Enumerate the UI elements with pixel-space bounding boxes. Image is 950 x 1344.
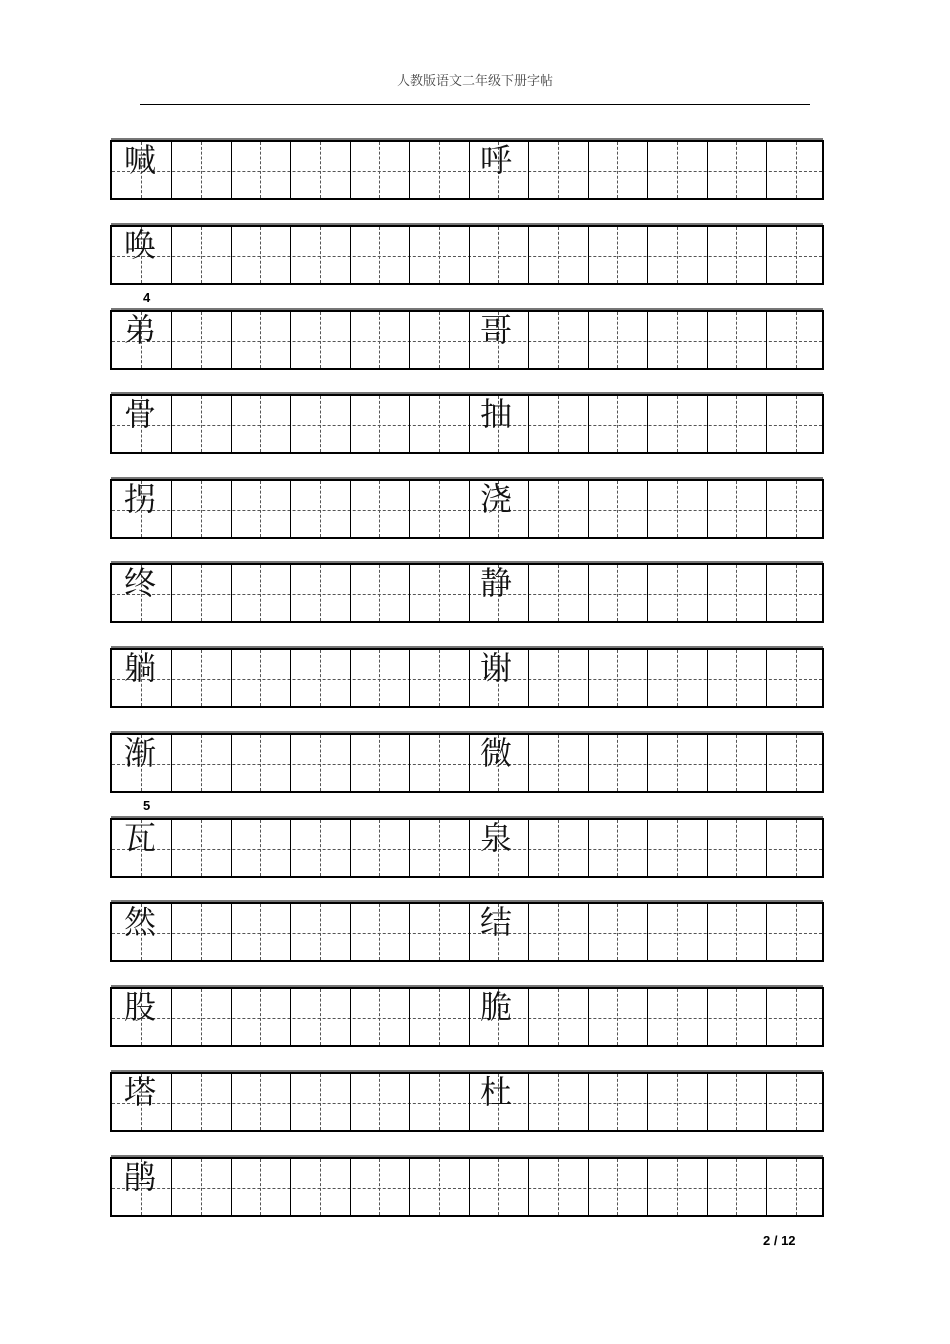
tian-grid-cell [350, 820, 410, 876]
tian-grid-cell [588, 820, 648, 876]
tian-grid-cell [588, 735, 648, 791]
tian-grid-cell [231, 1159, 291, 1215]
tian-grid-cell [588, 142, 648, 198]
tian-grid-cell [291, 1159, 351, 1215]
tian-grid-cell [410, 142, 470, 198]
tian-grid-cell [410, 820, 470, 876]
model-character-right: 抽 [480, 395, 513, 433]
tian-grid-cell [648, 312, 708, 368]
model-character-right: 静 [480, 564, 513, 602]
tian-grid-cell [291, 227, 351, 283]
tian-grid-cell [291, 142, 351, 198]
tian-grid-cell [767, 1159, 827, 1215]
tian-grid-cell [707, 565, 767, 621]
tian-grid-cell [648, 1074, 708, 1130]
lesson-number: 5 [143, 798, 151, 813]
tian-grid-cell [469, 227, 529, 283]
tian-grid-cell [172, 565, 232, 621]
tian-grid-cell [350, 565, 410, 621]
model-character-left: 唤 [124, 226, 157, 264]
tian-grid-cell [172, 142, 232, 198]
grid-row [110, 310, 824, 370]
lesson-number: 4 [143, 290, 151, 305]
tian-grid-cell [767, 904, 827, 960]
tian-grid-cell [529, 142, 589, 198]
tian-grid-cell [529, 396, 589, 452]
tian-grid-cell [231, 565, 291, 621]
grid-row [110, 818, 824, 878]
tian-grid-cell [648, 396, 708, 452]
tian-grid-cell [291, 904, 351, 960]
tian-grid-cell [291, 565, 351, 621]
tian-grid-cell [172, 820, 232, 876]
tian-grid-cell [529, 312, 589, 368]
tian-grid-cell [350, 904, 410, 960]
model-character-right: 呼 [480, 141, 513, 179]
model-character-left: 然 [124, 903, 157, 941]
model-character-left: 拐 [124, 480, 157, 518]
tian-grid-cell [410, 1159, 470, 1215]
grid-row [110, 563, 824, 623]
tian-grid-cell [648, 1159, 708, 1215]
header-rule [140, 104, 810, 105]
tian-grid-cell [172, 227, 232, 283]
model-character-left: 躺 [124, 649, 157, 687]
tian-grid-cell [767, 565, 827, 621]
model-character-left: 股 [124, 988, 157, 1026]
tian-grid-cell [767, 481, 827, 537]
tian-grid-cell [529, 820, 589, 876]
tian-grid-cell [469, 1159, 529, 1215]
model-character-left: 瓦 [124, 819, 157, 857]
grid-row [110, 479, 824, 539]
tian-grid-cell [648, 565, 708, 621]
tian-grid-cell [648, 481, 708, 537]
tian-grid-cell [350, 650, 410, 706]
tian-grid-cell [767, 142, 827, 198]
tian-grid-cell [707, 650, 767, 706]
tian-grid-cell [172, 650, 232, 706]
tian-grid-cell [529, 1159, 589, 1215]
model-character-left: 喊 [124, 141, 157, 179]
tian-grid-cell [291, 1074, 351, 1130]
tian-grid-cell [350, 735, 410, 791]
tian-grid-cell [291, 735, 351, 791]
tian-grid-cell [707, 142, 767, 198]
tian-grid-cell [231, 481, 291, 537]
tian-grid-cell [588, 650, 648, 706]
tian-grid-cell [707, 735, 767, 791]
tian-grid-cell [648, 735, 708, 791]
tian-grid-cell [648, 904, 708, 960]
tian-grid-cell [231, 396, 291, 452]
tian-grid-cell [172, 312, 232, 368]
grid-row [110, 648, 824, 708]
tian-grid-cell [350, 227, 410, 283]
tian-grid-cell [529, 650, 589, 706]
model-character-right: 微 [480, 734, 513, 772]
tian-grid-cell [350, 1074, 410, 1130]
document-header: 人教版语文二年级下册字帖 [396, 74, 553, 89]
tian-grid-cell [410, 989, 470, 1045]
page-number: 2 / 12 [763, 1233, 796, 1248]
model-character-left: 弟 [124, 311, 157, 349]
tian-grid-cell [707, 312, 767, 368]
tian-grid-cell [588, 312, 648, 368]
tian-grid-cell [231, 142, 291, 198]
tian-grid-cell [350, 1159, 410, 1215]
tian-grid-cell [291, 650, 351, 706]
tian-grid-cell [172, 1159, 232, 1215]
tian-grid-cell [588, 481, 648, 537]
tian-grid-cell [231, 989, 291, 1045]
model-character-right: 结 [480, 903, 513, 941]
tian-grid-cell [767, 312, 827, 368]
tian-grid-cell [588, 1074, 648, 1130]
tian-grid-cell [767, 989, 827, 1045]
tian-grid-cell [410, 904, 470, 960]
tian-grid-cell [767, 1074, 827, 1130]
model-character-right: 杜 [480, 1073, 513, 1111]
tian-grid-cell [410, 312, 470, 368]
tian-grid-cell [707, 820, 767, 876]
grid-row [110, 394, 824, 454]
tian-grid-cell [588, 565, 648, 621]
tian-grid-cell [291, 396, 351, 452]
tian-grid-cell [707, 481, 767, 537]
tian-grid-cell [231, 904, 291, 960]
model-character-right: 泉 [480, 819, 513, 857]
tian-grid-cell [529, 904, 589, 960]
tian-grid-cell [767, 820, 827, 876]
tian-grid-cell [529, 1074, 589, 1130]
tian-grid-cell [410, 735, 470, 791]
tian-grid-cell [588, 989, 648, 1045]
tian-grid-cell [231, 820, 291, 876]
tian-grid-cell [648, 227, 708, 283]
tian-grid-cell [648, 142, 708, 198]
tian-grid-cell [767, 650, 827, 706]
grid-row [110, 902, 824, 962]
tian-grid-cell [410, 1074, 470, 1130]
tian-grid-cell [588, 227, 648, 283]
tian-grid-cell [350, 396, 410, 452]
tian-grid-cell [529, 735, 589, 791]
tian-grid-cell [410, 650, 470, 706]
grid-row [110, 987, 824, 1047]
grid-row [110, 1157, 824, 1217]
grid-row [110, 733, 824, 793]
tian-grid-cell [350, 481, 410, 537]
tian-grid-cell [529, 481, 589, 537]
tian-grid-cell [291, 820, 351, 876]
model-character-left: 终 [124, 564, 157, 602]
model-character-right: 浇 [480, 480, 513, 518]
tian-grid-cell [350, 989, 410, 1045]
tian-grid-cell [529, 989, 589, 1045]
model-character-right: 谢 [480, 649, 513, 687]
tian-grid-cell [529, 565, 589, 621]
tian-grid-cell [410, 396, 470, 452]
tian-grid-cell [410, 481, 470, 537]
tian-grid-cell [648, 989, 708, 1045]
tian-grid-cell [648, 650, 708, 706]
model-character-left: 塔 [124, 1073, 157, 1111]
model-character-left: 鹃 [124, 1158, 157, 1196]
model-character-right: 脆 [480, 988, 513, 1026]
tian-grid-cell [588, 904, 648, 960]
tian-grid-cell [707, 1074, 767, 1130]
tian-grid-cell [410, 565, 470, 621]
model-character-left: 骨 [124, 395, 157, 433]
tian-grid-cell [767, 735, 827, 791]
grid-row [110, 225, 824, 285]
tian-grid-cell [767, 227, 827, 283]
tian-grid-cell [588, 396, 648, 452]
tian-grid-cell [707, 1159, 767, 1215]
tian-grid-cell [707, 989, 767, 1045]
tian-grid-cell [231, 227, 291, 283]
tian-grid-cell [231, 1074, 291, 1130]
tian-grid-cell [648, 820, 708, 876]
tian-grid-cell [767, 396, 827, 452]
tian-grid-cell [529, 227, 589, 283]
tian-grid-cell [172, 735, 232, 791]
tian-grid-cell [172, 1074, 232, 1130]
tian-grid-cell [231, 735, 291, 791]
tian-grid-cell [172, 481, 232, 537]
tian-grid-cell [172, 396, 232, 452]
grid-row [110, 140, 824, 200]
tian-grid-cell [172, 989, 232, 1045]
tian-grid-cell [350, 142, 410, 198]
tian-grid-cell [410, 227, 470, 283]
tian-grid-cell [172, 904, 232, 960]
model-character-left: 渐 [124, 734, 157, 772]
tian-grid-cell [350, 312, 410, 368]
tian-grid-cell [707, 396, 767, 452]
tian-grid-cell [231, 312, 291, 368]
tian-grid-cell [291, 989, 351, 1045]
tian-grid-cell [291, 312, 351, 368]
model-character-right: 哥 [480, 311, 513, 349]
grid-row [110, 1072, 824, 1132]
tian-grid-cell [707, 227, 767, 283]
tian-grid-cell [231, 650, 291, 706]
tian-grid-cell [291, 481, 351, 537]
tian-grid-cell [588, 1159, 648, 1215]
tian-grid-cell [707, 904, 767, 960]
